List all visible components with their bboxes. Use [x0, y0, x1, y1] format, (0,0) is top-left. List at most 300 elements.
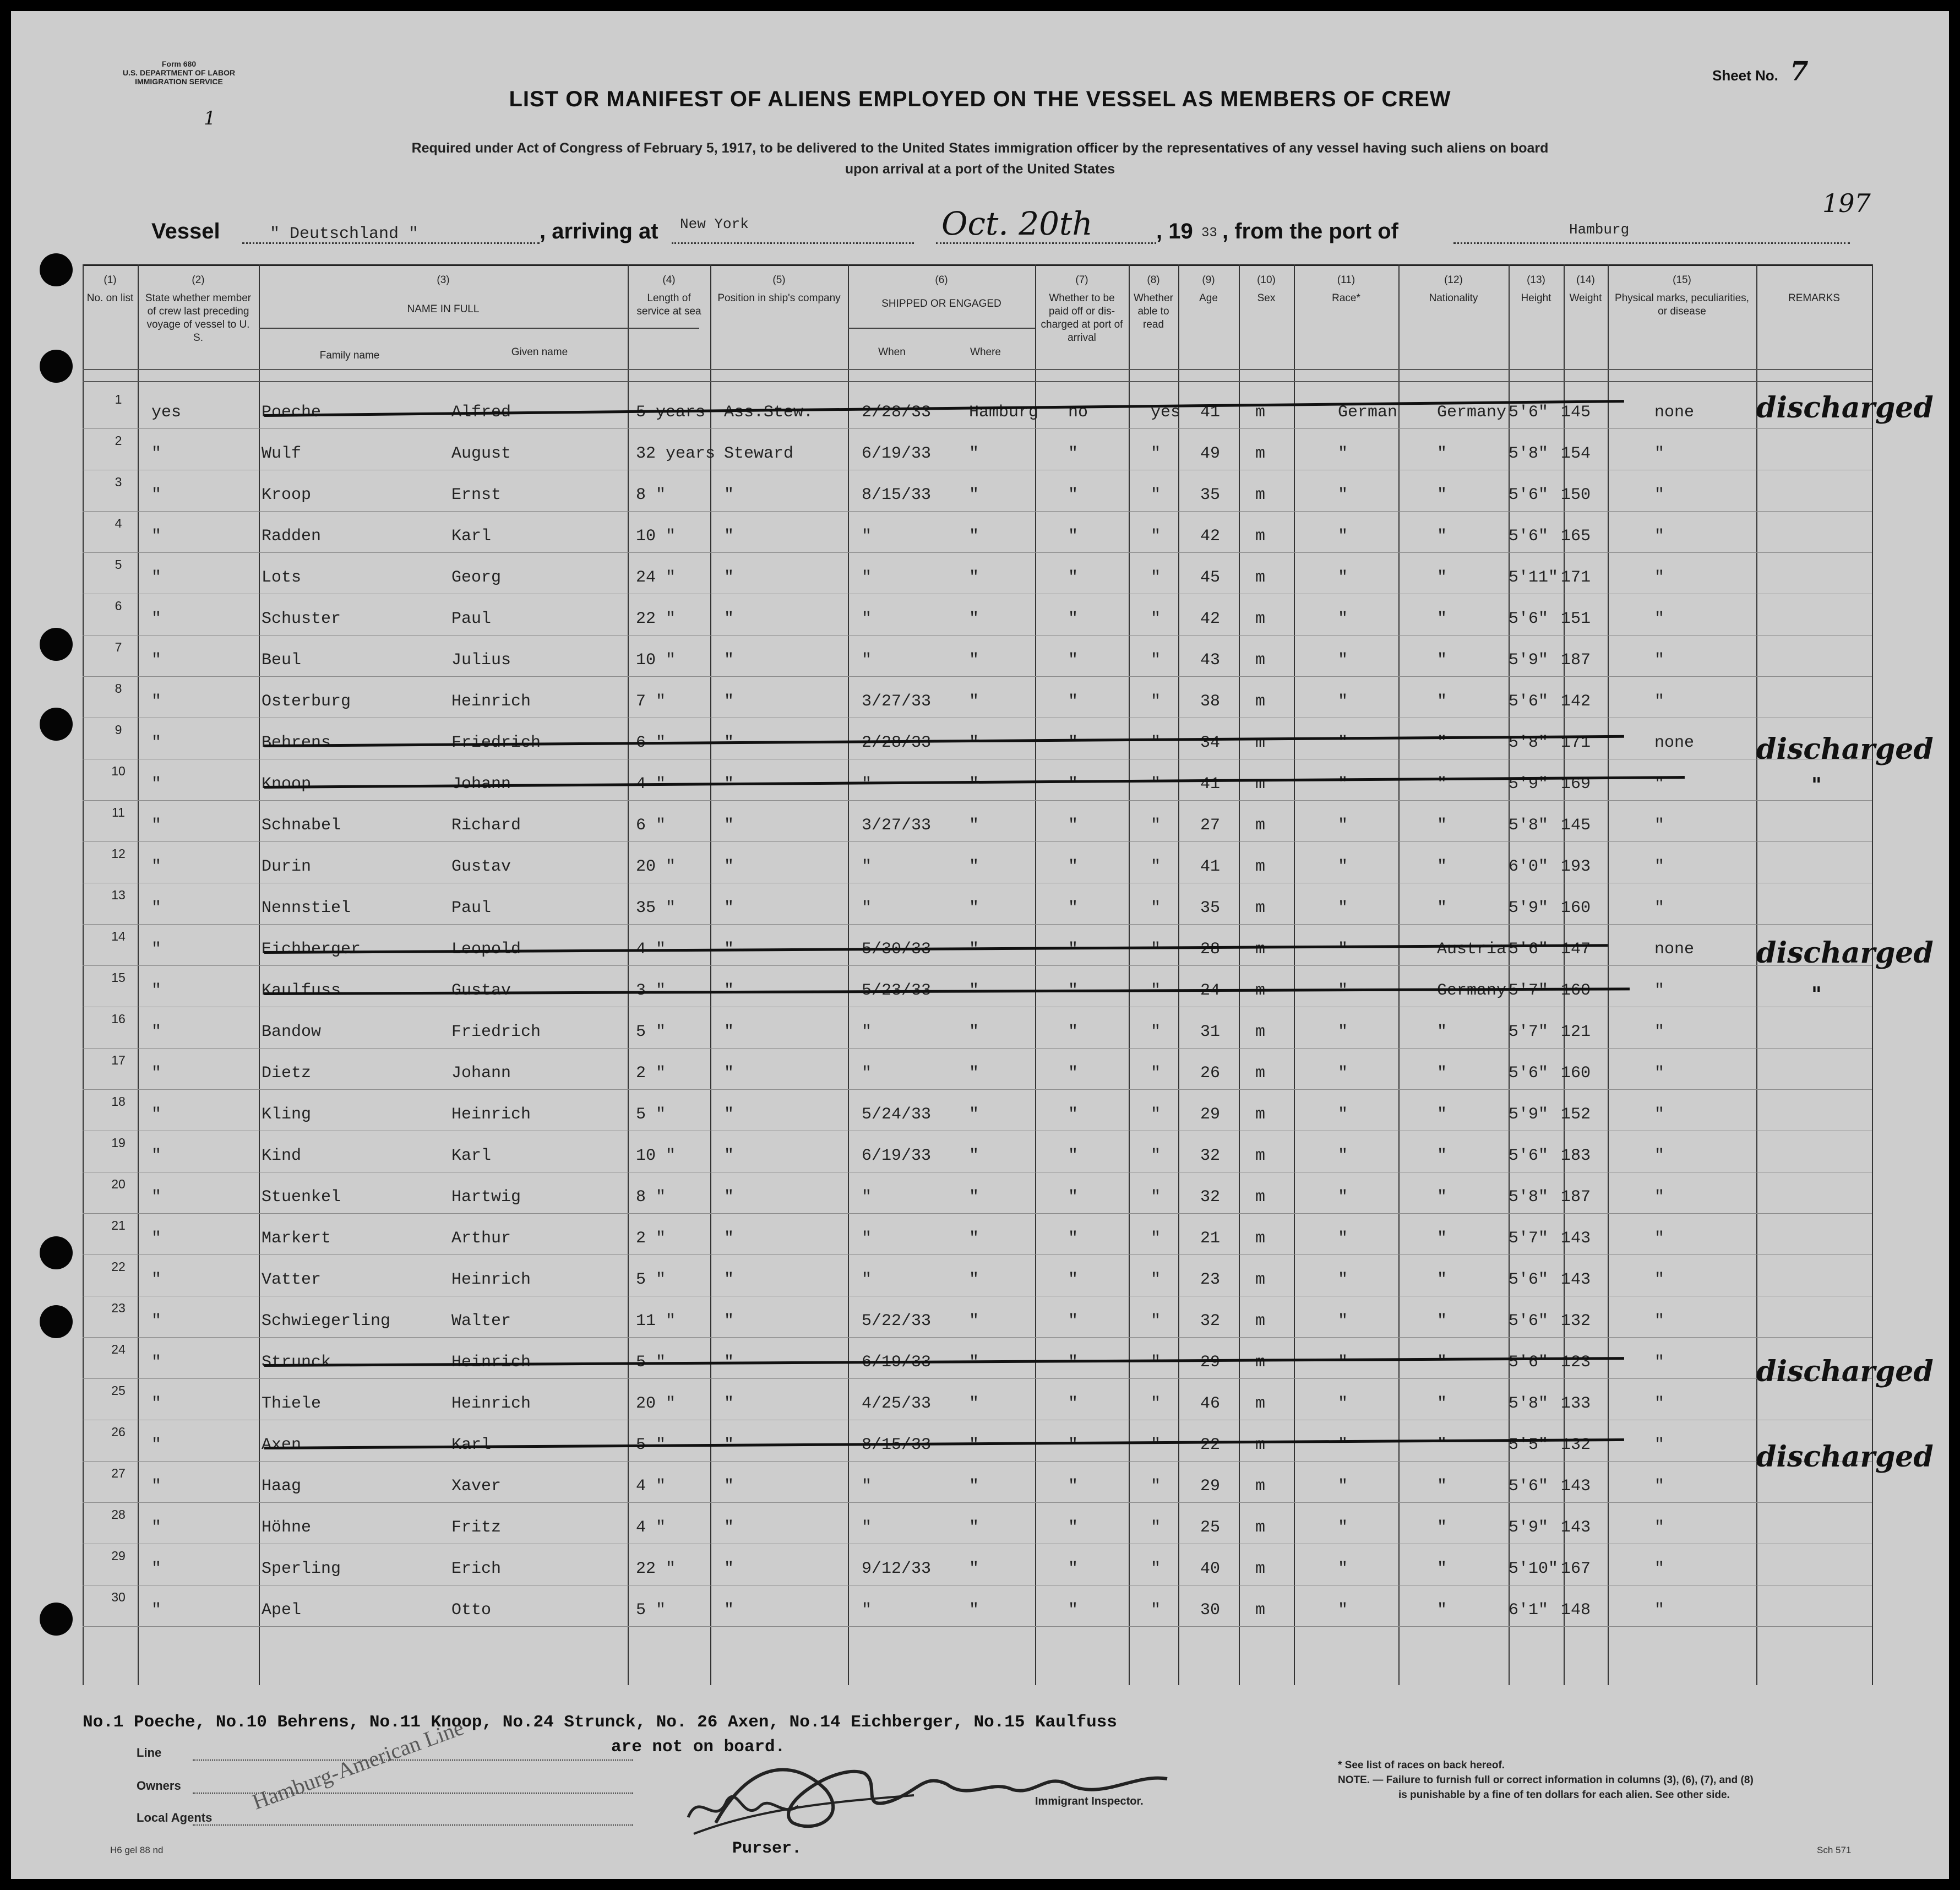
local-agents-label: Local Agents	[137, 1811, 213, 1824]
remark-discharged: discharged	[1756, 1440, 1934, 1474]
cell-service: 10 "	[636, 651, 676, 670]
cell-height: 5'6"	[1509, 610, 1549, 628]
cell-age: 35	[1200, 486, 1221, 504]
remark-ditto: "	[1811, 983, 1822, 1006]
cell-family: Vatter	[262, 1270, 322, 1289]
row-number: 6	[115, 599, 122, 613]
cell-weight: 148	[1561, 1601, 1591, 1620]
races-note: * See list of races on back hereof.	[1338, 1759, 1505, 1771]
cell-service: 35 "	[636, 899, 676, 917]
cell-given: Julius	[451, 651, 511, 670]
cell-given: Heinrich	[451, 1353, 531, 1372]
row-rule	[83, 1254, 1872, 1255]
cell-position: "	[724, 857, 734, 876]
cell-service: 20 "	[636, 1394, 676, 1413]
cell-family: Thiele	[262, 1394, 322, 1413]
cell-service: 7 "	[636, 692, 666, 711]
cell-read: "	[1151, 899, 1161, 917]
row-number: 10	[111, 764, 126, 778]
cell-read: "	[1151, 981, 1161, 1000]
cell-sex: m	[1255, 981, 1266, 1000]
column-header: Physical marks, peculiarities, or disease	[1615, 292, 1749, 317]
arriving-label: , arriving at	[540, 219, 658, 243]
cell-weight: 150	[1561, 486, 1591, 504]
column-number: (15)	[1673, 274, 1691, 286]
cell-where: "	[969, 692, 979, 711]
cell-position: "	[724, 1353, 734, 1372]
cell-sex: m	[1255, 940, 1266, 959]
cell-when: 2/28/33	[862, 734, 932, 752]
column-number: (14)	[1576, 274, 1595, 286]
cell-age: 29	[1200, 1477, 1221, 1496]
cell-family: Sperling	[262, 1560, 341, 1578]
cell-nat: Germany	[1437, 981, 1507, 1000]
punch-hole	[40, 253, 73, 286]
cell-age: 21	[1200, 1229, 1221, 1248]
cell-read: "	[1151, 775, 1161, 794]
cell-when: 5/23/33	[862, 981, 932, 1000]
cell-weight: 160	[1561, 981, 1591, 1000]
cell-when: "	[862, 651, 872, 670]
column-number: (4)	[662, 274, 676, 286]
cell-where: "	[969, 899, 979, 917]
cell-paid: "	[1068, 486, 1079, 504]
cell-read: "	[1151, 1229, 1161, 1248]
cell-where: "	[969, 857, 979, 876]
cell-marks: "	[1654, 1105, 1665, 1124]
note-text-1: Failure to furnish full or correct information in columns (3), (6), (7), and (8)	[1386, 1774, 1754, 1786]
cell-age: 26	[1200, 1064, 1221, 1083]
cell-age: 38	[1200, 692, 1221, 711]
cell-read: "	[1151, 444, 1161, 463]
corner-number: 197	[1822, 188, 1871, 218]
cell-race: "	[1338, 981, 1348, 1000]
cell-when: "	[862, 1064, 872, 1083]
cell-when: 8/15/33	[862, 1436, 932, 1454]
cell-nat: "	[1437, 1518, 1447, 1537]
cell-family: Osterburg	[262, 692, 351, 711]
cell-state: "	[151, 1147, 162, 1165]
cell-position: "	[724, 1394, 734, 1413]
cell-given: Karl	[451, 1147, 492, 1165]
cell-family: Haag	[262, 1477, 302, 1496]
cell-race: "	[1338, 527, 1348, 546]
cell-position: "	[724, 981, 734, 1000]
cell-height: 5'6"	[1509, 486, 1549, 504]
arriving-port: New York	[680, 216, 749, 232]
cell-read: "	[1151, 816, 1161, 835]
cell-where: "	[969, 734, 979, 752]
cell-nat: "	[1437, 1312, 1447, 1330]
cell-read: "	[1151, 940, 1161, 959]
cell-paid: "	[1068, 1023, 1079, 1041]
cell-sex: m	[1255, 734, 1266, 752]
cell-service: 4 "	[636, 775, 666, 794]
cell-marks: "	[1654, 1023, 1665, 1041]
cell-paid: "	[1068, 899, 1079, 917]
cell-weight: 193	[1561, 857, 1591, 876]
header-divider	[83, 369, 1872, 370]
cell-sex: m	[1255, 1601, 1266, 1620]
cell-weight: 145	[1561, 403, 1591, 422]
row-number: 24	[111, 1342, 126, 1356]
cell-read: yes	[1151, 403, 1181, 422]
cell-where: "	[969, 444, 979, 463]
cell-paid: "	[1068, 1394, 1079, 1413]
cell-race: "	[1338, 444, 1348, 463]
cell-height: 5'8"	[1509, 734, 1549, 752]
cell-state: "	[151, 1188, 162, 1207]
cell-position: "	[724, 1518, 734, 1537]
cell-height: 5'6"	[1509, 527, 1549, 546]
cell-age: 30	[1200, 1601, 1221, 1620]
column-header: Weight	[1569, 292, 1602, 304]
row-number: 18	[111, 1094, 126, 1109]
cell-when: "	[862, 1188, 872, 1207]
cell-given: Karl	[451, 1436, 492, 1454]
cell-where: Hamburg	[969, 403, 1039, 422]
cell-position: "	[724, 527, 734, 546]
cell-weight: 171	[1561, 734, 1591, 752]
row-number: 19	[111, 1136, 126, 1150]
cell-position: "	[724, 1229, 734, 1248]
cell-family: Axen	[262, 1436, 302, 1454]
cell-sex: m	[1255, 486, 1266, 504]
cell-paid: "	[1068, 940, 1079, 959]
cell-sex: m	[1255, 527, 1266, 546]
cell-given: Johann	[451, 775, 511, 794]
cell-nat: "	[1437, 775, 1447, 794]
cell-height: 5'9"	[1509, 1105, 1549, 1124]
cell-when: "	[862, 899, 872, 917]
cell-paid: no	[1068, 403, 1088, 422]
cell-family: Lots	[262, 568, 302, 587]
column-number: (5)	[772, 274, 786, 286]
cell-marks: "	[1654, 1147, 1665, 1165]
cell-family: Radden	[262, 527, 322, 546]
cell-when: 3/27/33	[862, 816, 932, 835]
cell-nat: "	[1437, 1064, 1447, 1083]
cell-paid: "	[1068, 1601, 1079, 1620]
cell-given: Otto	[451, 1601, 492, 1620]
cell-when: 9/12/33	[862, 1560, 932, 1578]
cell-nat: "	[1437, 857, 1447, 876]
cell-marks: "	[1654, 568, 1665, 587]
cell-paid: "	[1068, 444, 1079, 463]
cell-family: Markert	[262, 1229, 331, 1248]
cell-state: "	[151, 486, 162, 504]
cell-position: Ass.Stew.	[724, 403, 814, 422]
cell-service: 4 "	[636, 1477, 666, 1496]
cell-height: 5'6"	[1509, 1147, 1549, 1165]
cell-state: yes	[151, 403, 182, 422]
cell-where: "	[969, 1518, 979, 1537]
cell-where: "	[969, 486, 979, 504]
cell-when: "	[862, 1023, 872, 1041]
cell-read: "	[1151, 692, 1161, 711]
cell-paid: "	[1068, 1560, 1079, 1578]
cell-sex: m	[1255, 1436, 1266, 1454]
row-number: 27	[111, 1466, 126, 1480]
cell-family: Schuster	[262, 610, 341, 628]
remark-ditto: "	[1811, 774, 1822, 797]
cell-race: "	[1338, 1436, 1348, 1454]
cell-marks: "	[1654, 486, 1665, 504]
cell-position: "	[724, 1023, 734, 1041]
cell-position: "	[724, 1601, 734, 1620]
cell-service: 5 "	[636, 1105, 666, 1124]
remark-discharged: discharged	[1756, 391, 1934, 425]
cell-paid: "	[1068, 734, 1079, 752]
cell-service: 6 "	[636, 816, 666, 835]
cell-marks: "	[1654, 1270, 1665, 1289]
cell-state: "	[151, 1353, 162, 1372]
cell-position: "	[724, 1270, 734, 1289]
column-rule	[710, 264, 711, 1685]
cell-nat: Austria	[1437, 940, 1507, 959]
cell-state: "	[151, 1312, 162, 1330]
cell-read: "	[1151, 1105, 1161, 1124]
cell-given: August	[451, 444, 511, 463]
cell-marks: none	[1654, 734, 1695, 752]
cell-read: "	[1151, 1147, 1161, 1165]
cell-race: "	[1338, 1560, 1348, 1578]
cell-where: "	[969, 527, 979, 546]
cell-nat: "	[1437, 444, 1447, 463]
cell-when: 5/30/33	[862, 940, 932, 959]
cell-state: "	[151, 816, 162, 835]
cell-race: "	[1338, 899, 1348, 917]
cell-family: Schwiegerling	[262, 1312, 391, 1330]
cell-when: "	[862, 1477, 872, 1496]
cell-nat: "	[1437, 734, 1447, 752]
row-number: 22	[111, 1259, 126, 1274]
cell-height: 5'9"	[1509, 1518, 1549, 1537]
cell-weight: 147	[1561, 940, 1591, 959]
cell-read: "	[1151, 651, 1161, 670]
cell-where: "	[969, 1229, 979, 1248]
cell-given: Paul	[451, 899, 492, 917]
cell-sex: m	[1255, 1518, 1266, 1537]
row-rule	[83, 676, 1872, 677]
cell-marks: "	[1654, 444, 1665, 463]
cell-where: "	[969, 981, 979, 1000]
form-id: Form 680 U.S. DEPARTMENT OF LABOR IMMIGRATION SERVICE	[122, 59, 236, 86]
cell-where: "	[969, 1312, 979, 1330]
cell-where: "	[969, 1023, 979, 1041]
cell-position: "	[724, 1188, 734, 1207]
cell-when: 6/19/33	[862, 1147, 932, 1165]
from-underline	[1453, 242, 1850, 244]
column-number: (6)	[935, 274, 948, 286]
column-header: Position in ship's company	[717, 292, 841, 304]
cell-position: "	[724, 1436, 734, 1454]
cell-family: Strunck	[262, 1353, 331, 1372]
cell-state: "	[151, 899, 162, 917]
cell-height: 5'8"	[1509, 816, 1549, 835]
vessel-name: " Deutschland "	[270, 225, 419, 243]
cell-state: "	[151, 1601, 162, 1620]
cell-marks: "	[1654, 1436, 1665, 1454]
cell-position: "	[724, 486, 734, 504]
row-number: 7	[115, 640, 122, 654]
local-agents-field	[193, 1824, 633, 1826]
cell-position: "	[724, 734, 734, 752]
cell-when: "	[862, 1270, 872, 1289]
row-number: 29	[111, 1549, 126, 1563]
column-number: (11)	[1337, 274, 1355, 286]
cell-read: "	[1151, 1270, 1161, 1289]
cell-service: 4 "	[636, 1518, 666, 1537]
column-number: (9)	[1202, 274, 1215, 286]
column-rule	[848, 264, 849, 1685]
cell-weight: 123	[1561, 1353, 1591, 1372]
cell-service: 8 "	[636, 1188, 666, 1207]
cell-paid: "	[1068, 1229, 1079, 1248]
cell-age: 42	[1200, 610, 1221, 628]
cell-state: "	[151, 444, 162, 463]
cell-sex: m	[1255, 775, 1266, 794]
cell-age: 46	[1200, 1394, 1221, 1413]
cell-family: Knoop	[262, 775, 312, 794]
vessel-label: Vessel	[151, 219, 220, 243]
sheet-number: 7	[1790, 56, 1809, 87]
cell-given: Heinrich	[451, 1105, 531, 1124]
punch-hole	[40, 1305, 73, 1338]
legal-note	[1338, 1758, 1754, 1802]
cell-weight: 167	[1561, 1560, 1591, 1578]
cell-where: "	[969, 1188, 979, 1207]
cell-age: 35	[1200, 899, 1221, 917]
cell-where: "	[969, 1270, 979, 1289]
cell-marks: "	[1654, 816, 1665, 835]
cell-age: 45	[1200, 568, 1221, 587]
cell-position: "	[724, 1147, 734, 1165]
cell-family: Poeche	[262, 403, 322, 422]
cell-age: 41	[1200, 775, 1221, 794]
cell-sex: m	[1255, 1064, 1266, 1083]
cell-given: Paul	[451, 610, 492, 628]
header-divider	[83, 381, 1872, 382]
cell-position: "	[724, 816, 734, 835]
row-number: 8	[115, 681, 122, 696]
cell-weight: 183	[1561, 1147, 1591, 1165]
column-rule	[1294, 264, 1295, 1685]
row-rule	[83, 1337, 1872, 1338]
cell-when: 6/19/33	[862, 1353, 932, 1372]
purser-signature	[683, 1784, 804, 1834]
cell-service: 22 "	[636, 610, 676, 628]
cell-state: "	[151, 527, 162, 546]
cell-race: "	[1338, 1147, 1348, 1165]
cell-state: "	[151, 610, 162, 628]
column-header: NAME IN FULL	[407, 303, 480, 315]
cell-height: 5'8"	[1509, 444, 1549, 463]
page-title: LIST OR MANIFEST OF ALIENS EMPLOYED ON THE VESSEL AS MEMBERS OF CREW	[509, 87, 1451, 111]
cell-service: 10 "	[636, 527, 676, 546]
cell-read: "	[1151, 1518, 1161, 1537]
cell-height: 5'8"	[1509, 1394, 1549, 1413]
cell-service: 5 "	[636, 1353, 666, 1372]
cell-position: "	[724, 1477, 734, 1496]
cell-sex: m	[1255, 857, 1266, 876]
sheet-number-block	[1712, 56, 1809, 87]
cell-age: 31	[1200, 1023, 1221, 1041]
column-number: (1)	[104, 274, 117, 286]
row-rule	[83, 1626, 1872, 1627]
cell-nat: "	[1437, 486, 1447, 504]
row-rule	[83, 1461, 1872, 1462]
cell-height: 5'6"	[1509, 1064, 1549, 1083]
cell-family: Kroop	[262, 486, 312, 504]
cell-given: Friedrich	[451, 1023, 541, 1041]
column-header: Height	[1521, 292, 1551, 304]
cell-read: "	[1151, 1188, 1161, 1207]
cell-where: "	[969, 1147, 979, 1165]
cell-state: "	[151, 857, 162, 876]
cell-marks: "	[1654, 857, 1665, 876]
cell-when: 5/24/33	[862, 1105, 932, 1124]
when-header: When	[878, 346, 906, 358]
cell-when: 6/19/33	[862, 444, 932, 463]
cell-position: "	[724, 692, 734, 711]
cell-marks: "	[1654, 1229, 1665, 1248]
cell-height: 5'6"	[1509, 692, 1549, 711]
cell-marks: none	[1654, 403, 1695, 422]
column-rule	[1398, 264, 1400, 1685]
cell-nat: "	[1437, 568, 1447, 587]
cell-family: Kaulfuss	[262, 981, 341, 1000]
cell-nat: "	[1437, 1560, 1447, 1578]
cell-nat: "	[1437, 899, 1447, 917]
punch-hole	[40, 628, 73, 661]
cell-where: "	[969, 1560, 979, 1578]
cell-when: "	[862, 857, 872, 876]
cell-height: 5'10"	[1509, 1560, 1559, 1578]
cell-service: 2 "	[636, 1064, 666, 1083]
cell-position: "	[724, 568, 734, 587]
arrival-date: Oct. 20th	[941, 205, 1093, 242]
cell-read: "	[1151, 857, 1161, 876]
cell-position: "	[724, 1105, 734, 1124]
cell-paid: "	[1068, 1188, 1079, 1207]
cell-marks: "	[1654, 1353, 1665, 1372]
cell-height: 5'8"	[1509, 1188, 1549, 1207]
punch-hole	[40, 1236, 73, 1269]
cell-race: "	[1338, 1105, 1348, 1124]
cell-race: "	[1338, 1023, 1348, 1041]
where-header: Where	[970, 346, 1001, 358]
cell-weight: 143	[1561, 1270, 1591, 1289]
cell-weight: 187	[1561, 1188, 1591, 1207]
row-number: 21	[111, 1218, 126, 1232]
cell-where: "	[969, 610, 979, 628]
cell-given: Hartwig	[451, 1188, 521, 1207]
cell-weight: 145	[1561, 816, 1591, 835]
cell-where: "	[969, 1105, 979, 1124]
cell-height: 5'5"	[1509, 1436, 1549, 1454]
cell-read: "	[1151, 1394, 1161, 1413]
cell-position: "	[724, 899, 734, 917]
cell-service: 22 "	[636, 1560, 676, 1578]
cell-where: "	[969, 1394, 979, 1413]
cell-sex: m	[1255, 651, 1266, 670]
cell-nat: "	[1437, 1353, 1447, 1372]
cell-race: "	[1338, 1270, 1348, 1289]
row-number: 12	[111, 846, 126, 861]
cell-nat: "	[1437, 1229, 1447, 1248]
date-underline	[936, 242, 1156, 244]
